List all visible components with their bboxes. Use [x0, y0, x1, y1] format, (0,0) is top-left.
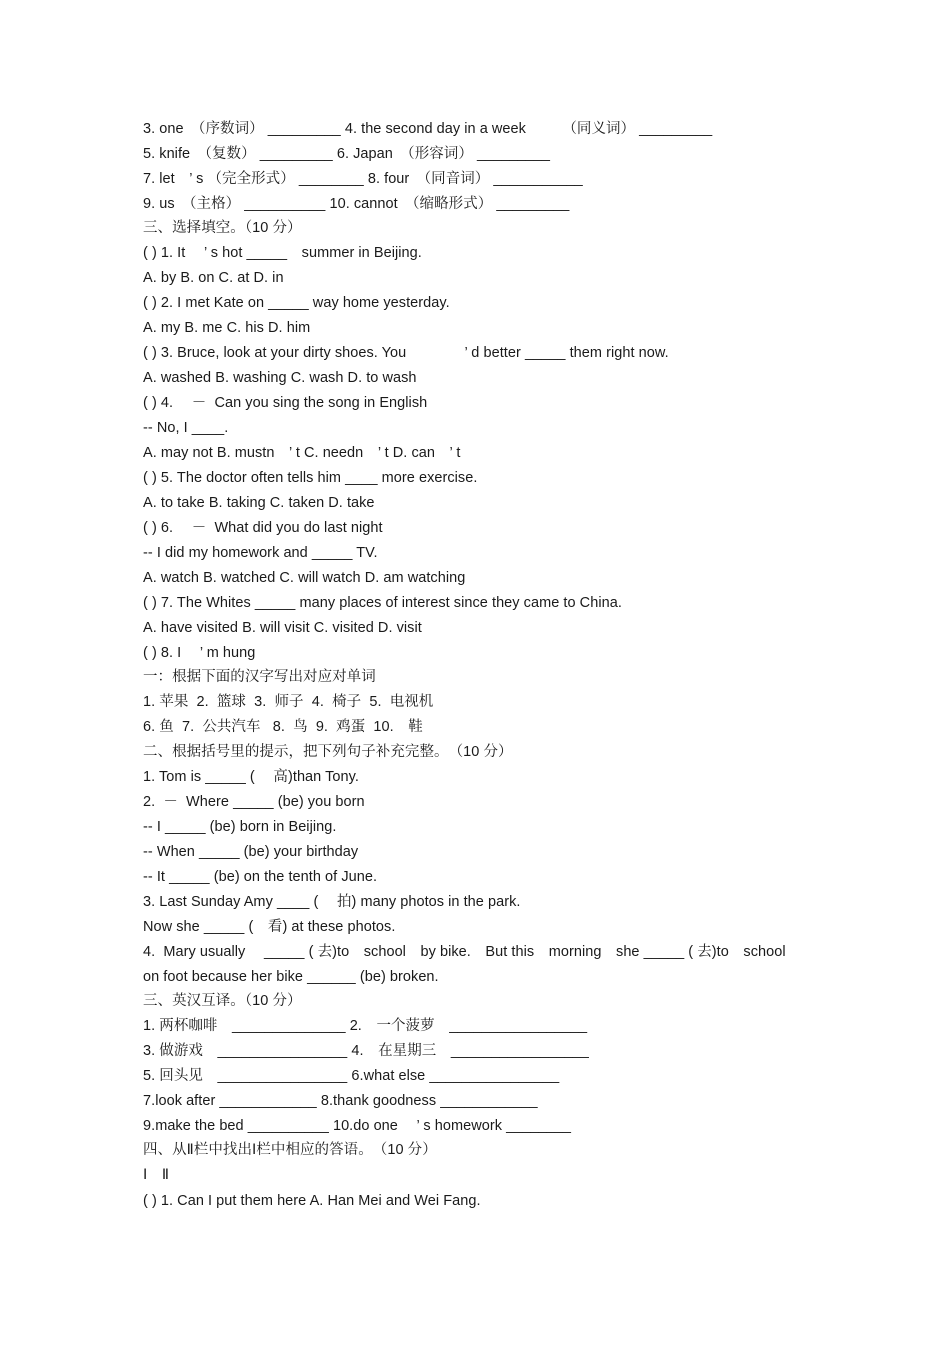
text-line: 9. us （主格） __________ 10. cannot （缩略形式） _________	[143, 196, 570, 212]
question-item: 2. － Where _____ (be) you born	[143, 794, 365, 810]
section-heading: 四、从Ⅱ栏中找出Ⅰ栏中相应的答语。 （10 分）	[143, 1142, 437, 1158]
question-item: 3. 做游戏 ________________ 4. 在星期三 _________________	[143, 1043, 589, 1059]
question-item: 5. 回头见 ________________ 6.what else ________________	[143, 1068, 560, 1084]
section-heading: 二、根据括号里的提示，把下列句子补充完整。 （10 分）	[143, 744, 513, 760]
question-item: 1. 两杯咖啡 ______________ 2. 一个菠萝 _________________	[143, 1018, 588, 1034]
question-item: ( ) 3. Bruce, look at your dirty shoes. You ’ d better _____ them right now.	[143, 345, 669, 361]
text-line: -- It _____ (be) on the tenth of June.	[143, 869, 378, 885]
answer-options: A. washed B. washing C. wash D. to wash	[143, 370, 417, 386]
column-headers: Ⅰ Ⅱ	[143, 1167, 170, 1183]
answer-options: A. to take B. taking C. taken D. take	[143, 495, 375, 511]
answer-options: A. have visited B. will visit C. visited D. visit	[143, 620, 422, 636]
text-line: -- No, I ____.	[143, 420, 229, 436]
question-item: ( ) 1. It ’ s hot _____ summer in Beijing.	[143, 245, 422, 261]
question-item: 4. Mary usually _____ ( 去)to school by bike. But this morning she _____ ( 去)to school	[143, 944, 786, 960]
text-line: -- I _____ (be) born in Beijing.	[143, 819, 337, 835]
section-heading: 三、选择填空。（10 分）	[143, 220, 302, 236]
question-item: 7.look after ____________ 8.thank goodness ____________	[143, 1093, 538, 1109]
answer-options: A. by B. on C. at D. in	[143, 270, 284, 286]
answer-options: A. may not B. mustn ’ t C. needn ’ t D. can ’ t	[143, 445, 461, 461]
question-item: ( ) 8. I ’ m hung	[143, 645, 256, 661]
text-line: on foot because her bike ______ (be) broken.	[143, 969, 439, 985]
text-line: Now she _____ ( 看) at these photos.	[143, 919, 396, 935]
question-item: 1. Tom is _____ ( 高)than Tony.	[143, 769, 359, 785]
question-item: ( ) 6. － What did you do last night	[143, 520, 383, 536]
answer-options: A. watch B. watched C. will watch D. am watching	[143, 570, 466, 586]
answer-options: A. my B. me C. his D. him	[143, 320, 311, 336]
text-line: 3. one （序数词） _________ 4. the second day in a week （同义词） _________	[143, 121, 713, 137]
question-item: 3. Last Sunday Amy ____ ( 拍) many photos in the park.	[143, 894, 521, 910]
section-heading: 三、英汉互译。（10 分）	[143, 993, 302, 1009]
question-item: 9.make the bed __________ 10.do one ’ s homework ________	[143, 1118, 572, 1134]
text-line: -- When _____ (be) your birthday	[143, 844, 359, 860]
text-line: 1. 苹果 2. 篮球 3. 师子 4. 椅子 5. 电视机	[143, 694, 434, 710]
question-item: ( ) 1. Can I put them here A. Han Mei and Wei Fang.	[143, 1193, 481, 1209]
question-item: ( ) 5. The doctor often tells him ____ more exercise.	[143, 470, 478, 486]
text-line: 6. 鱼 7. 公共汽车 8. 鸟 9. 鸡蛋 10. 鞋	[143, 719, 423, 735]
text-line: 7. let ’ s （完全形式） ________ 8. four （同音词） ___________	[143, 171, 583, 187]
question-item: ( ) 4. － Can you sing the song in English	[143, 395, 428, 411]
section-heading: 一：根据下面的汉字写出对应对单词	[143, 669, 376, 685]
text-line: -- I did my homework and _____ TV.	[143, 545, 378, 561]
text-line: 5. knife （复数） _________ 6. Japan （形容词） _________	[143, 146, 551, 162]
question-item: ( ) 7. The Whites _____ many places of interest since they came to China.	[143, 595, 622, 611]
question-item: ( ) 2. I met Kate on _____ way home yesterday.	[143, 295, 450, 311]
